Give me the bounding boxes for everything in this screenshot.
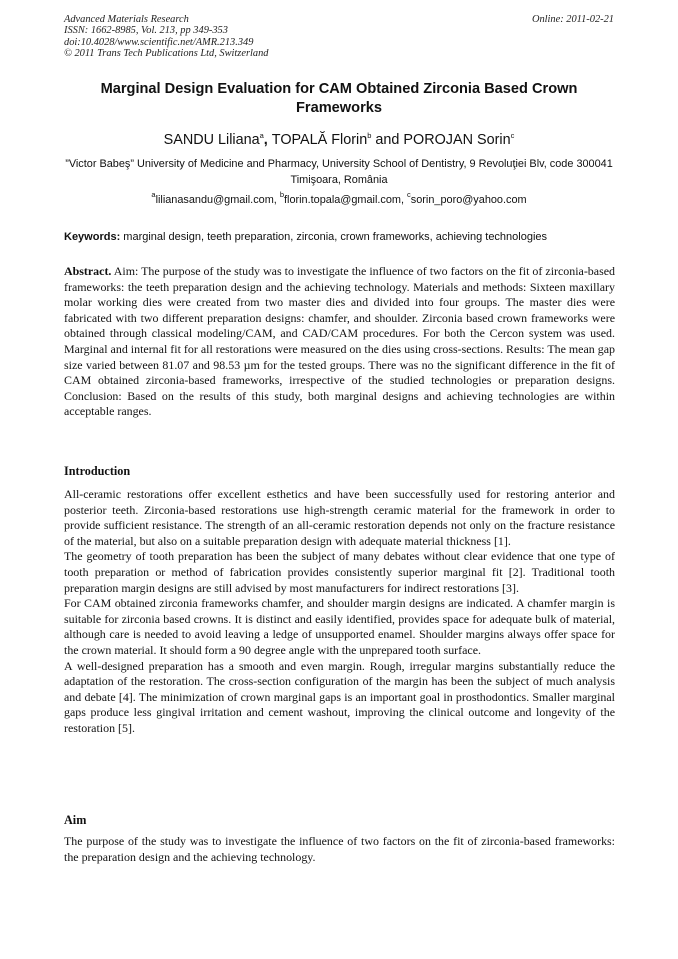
author-1: SANDU Liliana <box>163 132 260 148</box>
aim-heading: Aim <box>64 813 87 827</box>
affiliation: ”Victor Babeş” University of Medicine and Pharmacy, University School of Dentistry, 9 Revoluţiei Blv, code 300041 Timişoara, România <box>65 158 613 186</box>
paper-title: Marginal Design Evaluation for CAM Obtained Zirconia Based Crown Frameworks <box>100 81 578 116</box>
abstract-text: Aim: The purpose of the study was to investigate the influence of two factors on the fit of zirconia-based frameworks: the teeth preparation design and the achieving technology. Materials and methods: Sixteen maxillary molar working dies were created from two master dies and divided into four groups. The master dies were fabricated with two different preparation designs: chamfer, and shoulder. Zirconia based crown frameworks were obtained through classical modeling/CAM, and CAD/CAM procedures. For both the Cercon system was used. Marginal and internal fit for all restorations were measured on the dies using cross-sections. Results: The mean gap size varied between 81.07 and 98.53 µm for the tested groups. There was no the significant difference in the fit of CAM obtained zirconia-based frameworks, irrespective of the studied technologies or preparation designs. Conclusion: Based on the results of this study, both marginal designs and achieving technologies are within acceptable ranges. <box>64 264 615 419</box>
keywords <box>64 230 616 245</box>
email-2-mark: b <box>279 190 284 199</box>
online-date: Online: 2011-02-21 <box>531 14 614 25</box>
journal-name: Advanced Materials Research <box>64 14 189 25</box>
intro-paragraph-2: The geometry of tooth preparation has been the subject of many debates without clear evidence that one type of tooth preparation or method of fabrication provides consistently superior marginal fit [2]. Traditional tooth preparation margin designs are still advised by most manufacturers for indirect restorations [3]. <box>64 549 615 595</box>
author-2-mark: b <box>367 131 372 140</box>
author-3: POROJAN Sorin <box>403 132 511 148</box>
copyright-line: © 2011 Trans Tech Publications Ltd, Switzerland <box>64 48 269 60</box>
author-2: TOPALĂ Florin <box>271 132 368 148</box>
journal-header <box>64 14 616 60</box>
keywords-text: marginal design, teeth preparation, zirconia, crown frameworks, achieving technologies <box>120 231 548 243</box>
email-3-mark: c <box>407 190 411 199</box>
abstract-label: Abstract. <box>64 264 112 278</box>
author-1-mark: a <box>259 131 264 140</box>
author-list <box>64 131 614 150</box>
intro-paragraph-1: All-ceramic restorations offer excellent esthetics and have been successfully used for restoring anterior and posterior teeth. Zirconia-based restorations use high-strength ceramic material for the framework in order to provide sufficient resistance. The strength of an all-ceramic restoration depends not only on the fracture resistance of the material, but also on a suitable preparation design with adequate material thickness [1]. <box>64 487 615 548</box>
doi-line: doi:10.4028/www.scientific.net/AMR.213.349 <box>64 36 254 48</box>
email-1: lilianasandu@gmail.com, <box>155 194 280 206</box>
author-and: and <box>371 132 404 148</box>
introduction-body <box>64 487 615 737</box>
email-1-mark: a <box>151 190 156 199</box>
issn-line: ISSN: 1662-8985, Vol. 213, pp 349-353 <box>64 25 228 37</box>
intro-paragraph-3: For CAM obtained zirconia frameworks chamfer, and shoulder margin designs are indicated. A chamfer margin is suitable for zirconia based crowns. It is distinct and easily identified, provides space for adequate bulk of material, although care is needed to avoid leaving a ledge of unsupported enamel. Shoulder margins always offer space for the crown material. It should form a 90 degree angle with the unprepared tooth surface. <box>64 596 615 657</box>
author-emails <box>64 190 614 208</box>
introduction-heading: Introduction <box>64 464 131 478</box>
keywords-label: Keywords: <box>64 231 121 243</box>
author-separator: , <box>263 132 272 148</box>
email-2: florin.topala@gmail.com, <box>284 194 408 206</box>
email-3: sorin_poro@yahoo.com <box>410 194 527 206</box>
intro-paragraph-4: A well-designed preparation has a smooth and even margin. Rough, irregular margins substantially reduce the adaptation of the restoration. The cross-section configuration of the margin has been the subject of much analysis and debate [4]. The minimization of crown marginal gaps is an important goal in prosthodontics. Smaller marginal gaps produce less gingival irritation and cement washout, improving the clinical outcome and longevity of the restoration [5]. <box>64 658 615 735</box>
aim-body: The purpose of the study was to investigate the influence of two factors on the fit of zirconia-based frameworks: the preparation design and the achieving technology. <box>64 834 615 864</box>
author-3-mark: c <box>510 131 515 140</box>
abstract <box>64 264 615 420</box>
